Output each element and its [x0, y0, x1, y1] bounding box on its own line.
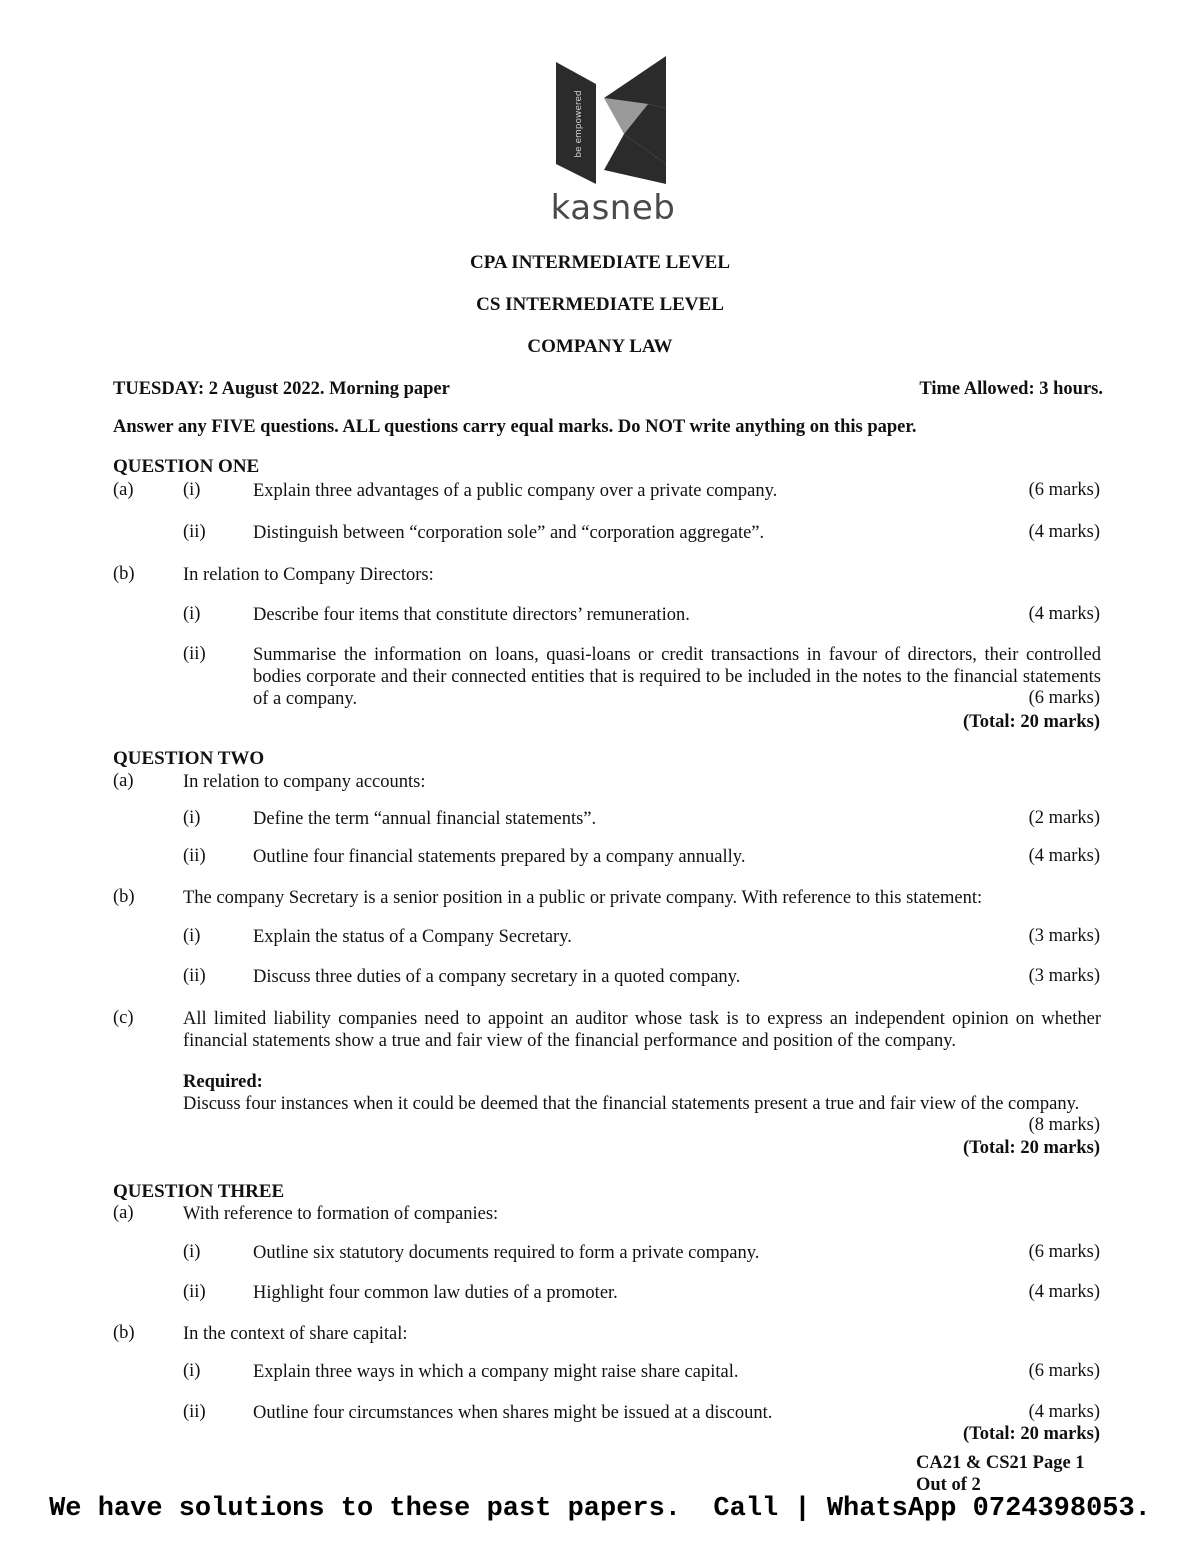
kasneb-wordmark: kasneb	[550, 188, 676, 228]
q3-a-ii-marks: (4 marks)	[1028, 1282, 1100, 1302]
q1-b-i-marks: (4 marks)	[1028, 604, 1100, 624]
q2-total: (Total: 20 marks)	[962, 1138, 1100, 1158]
q2-b-i-label: (i)	[183, 926, 201, 946]
page-number	[916, 1452, 1085, 1496]
q2-b-ii-label: (ii)	[183, 966, 206, 986]
q2-c-text: All limited liability companies need to appoint an auditor whose task is to express an independent opinion on whether financial statements show a true and fair view of the financial performance and position of the company.	[183, 1009, 1101, 1051]
q2-a-ii-marks: (4 marks)	[1028, 846, 1100, 866]
q3-b-ii-marks: (4 marks)	[1028, 1402, 1100, 1422]
q1-b-ii-text: Summarise the information on loans, quasi-loans or credit transactions in favour of directors, their controlled bodies corporate and their connected entities that is required to be included in the notes to the financial statements of a company.	[253, 645, 1101, 709]
svg-text:be empowered: be empowered	[574, 90, 584, 158]
q2-a-ii-label: (ii)	[183, 846, 206, 866]
level-title-cpa: CPA INTERMEDIATE LEVEL	[469, 252, 731, 273]
q3-a-i-marks: (6 marks)	[1028, 1242, 1100, 1262]
q1-a-i-marks: (6 marks)	[1028, 480, 1100, 500]
q1-b-label: (b)	[113, 564, 135, 584]
q1-b-ii-marks: (6 marks)	[1028, 688, 1100, 708]
q2-a-i-marks: (2 marks)	[1028, 808, 1100, 828]
q2-a-text: In relation to company accounts:	[183, 772, 426, 792]
q1-b-ii-label: (ii)	[183, 644, 206, 664]
q3-b-ii-text: Outline four circumstances when shares might be issued at a discount.	[253, 1403, 773, 1423]
q3-a-ii-text: Highlight four common law duties of a promoter.	[253, 1283, 618, 1303]
q3-a-label: (a)	[113, 1203, 134, 1223]
subject-title: COMPANY LAW	[527, 336, 673, 357]
q1-a-label: (a)	[113, 480, 134, 500]
question-three-title: QUESTION THREE	[113, 1181, 285, 1202]
q1-a-ii-marks: (4 marks)	[1028, 522, 1100, 542]
q1-b-i-label: (i)	[183, 604, 201, 624]
q2-b-i-text: Explain the status of a Company Secretary.	[253, 927, 572, 947]
q2-c-marks: (8 marks)	[1028, 1115, 1100, 1135]
q2-b-ii-text: Discuss three duties of a company secretary in a quoted company.	[253, 967, 741, 987]
q1-b-text: In relation to Company Directors:	[183, 565, 434, 585]
q3-a-text: With reference to formation of companies:	[183, 1204, 499, 1224]
q3-b-ii-label: (ii)	[183, 1402, 206, 1422]
q2-a-i-text: Define the term “annual financial statements”.	[253, 809, 597, 829]
question-two-title: QUESTION TWO	[113, 748, 265, 769]
q2-a-i-label: (i)	[183, 808, 201, 828]
q1-total: (Total: 20 marks)	[962, 712, 1100, 732]
kasneb-logo	[548, 52, 678, 227]
q2-b-label: (b)	[113, 887, 135, 907]
q1-a-ii-text: Distinguish between “corporation sole” and “corporation aggregate”.	[253, 523, 765, 543]
q3-a-i-label: (i)	[183, 1242, 201, 1262]
q2-a-ii-text: Outline four financial statements prepared by a company annually.	[253, 847, 746, 867]
page-number-line2: Out of 2	[916, 1475, 981, 1495]
q1-a-i-label: (i)	[183, 480, 201, 500]
q3-b-text: In the context of share capital:	[183, 1324, 408, 1344]
q1-b-i-text: Describe four items that constitute directors’ remuneration.	[253, 605, 690, 625]
q3-a-i-text: Outline six statutory documents required to form a private company.	[253, 1243, 760, 1263]
level-title-cs: CS INTERMEDIATE LEVEL	[476, 294, 724, 315]
q3-b-i-text: Explain three ways in which a company might raise share capital.	[253, 1362, 739, 1382]
kasneb-logo-mark	[548, 52, 678, 187]
q2-a-label: (a)	[113, 771, 134, 791]
q2-b-ii-marks: (3 marks)	[1028, 966, 1100, 986]
instructions: Answer any FIVE questions. ALL questions carry equal marks. Do NOT write anything on this paper.	[113, 417, 917, 437]
q2-b-i-marks: (3 marks)	[1028, 926, 1100, 946]
q3-a-ii-label: (ii)	[183, 1282, 206, 1302]
q3-b-i-marks: (6 marks)	[1028, 1361, 1100, 1381]
q2-required-label: Required:	[183, 1072, 263, 1092]
q3-total: (Total: 20 marks)	[962, 1424, 1100, 1444]
q3-b-i-label: (i)	[183, 1361, 201, 1381]
q2-b-text: The company Secretary is a senior position in a public or private company. With reference to this statement:	[183, 888, 983, 908]
q2-c-label: (c)	[113, 1008, 134, 1028]
exam-date: TUESDAY: 2 August 2022. Morning paper	[113, 379, 450, 399]
question-one-title: QUESTION ONE	[113, 456, 260, 477]
q1-a-i-text: Explain three advantages of a public company over a private company.	[253, 481, 778, 501]
q1-a-ii-label: (ii)	[183, 522, 206, 542]
q2-required-text: Discuss four instances when it could be deemed that the financial statements present a true and fair view of the company.	[183, 1094, 1080, 1114]
time-allowed: Time Allowed: 3 hours.	[919, 379, 1103, 399]
q3-b-label: (b)	[113, 1323, 135, 1343]
solutions-banner: We have solutions to these past papers. Call | WhatsApp 0724398053.	[49, 1494, 1151, 1524]
page-number-line1: CA21 & CS21 Page 1	[916, 1453, 1085, 1473]
